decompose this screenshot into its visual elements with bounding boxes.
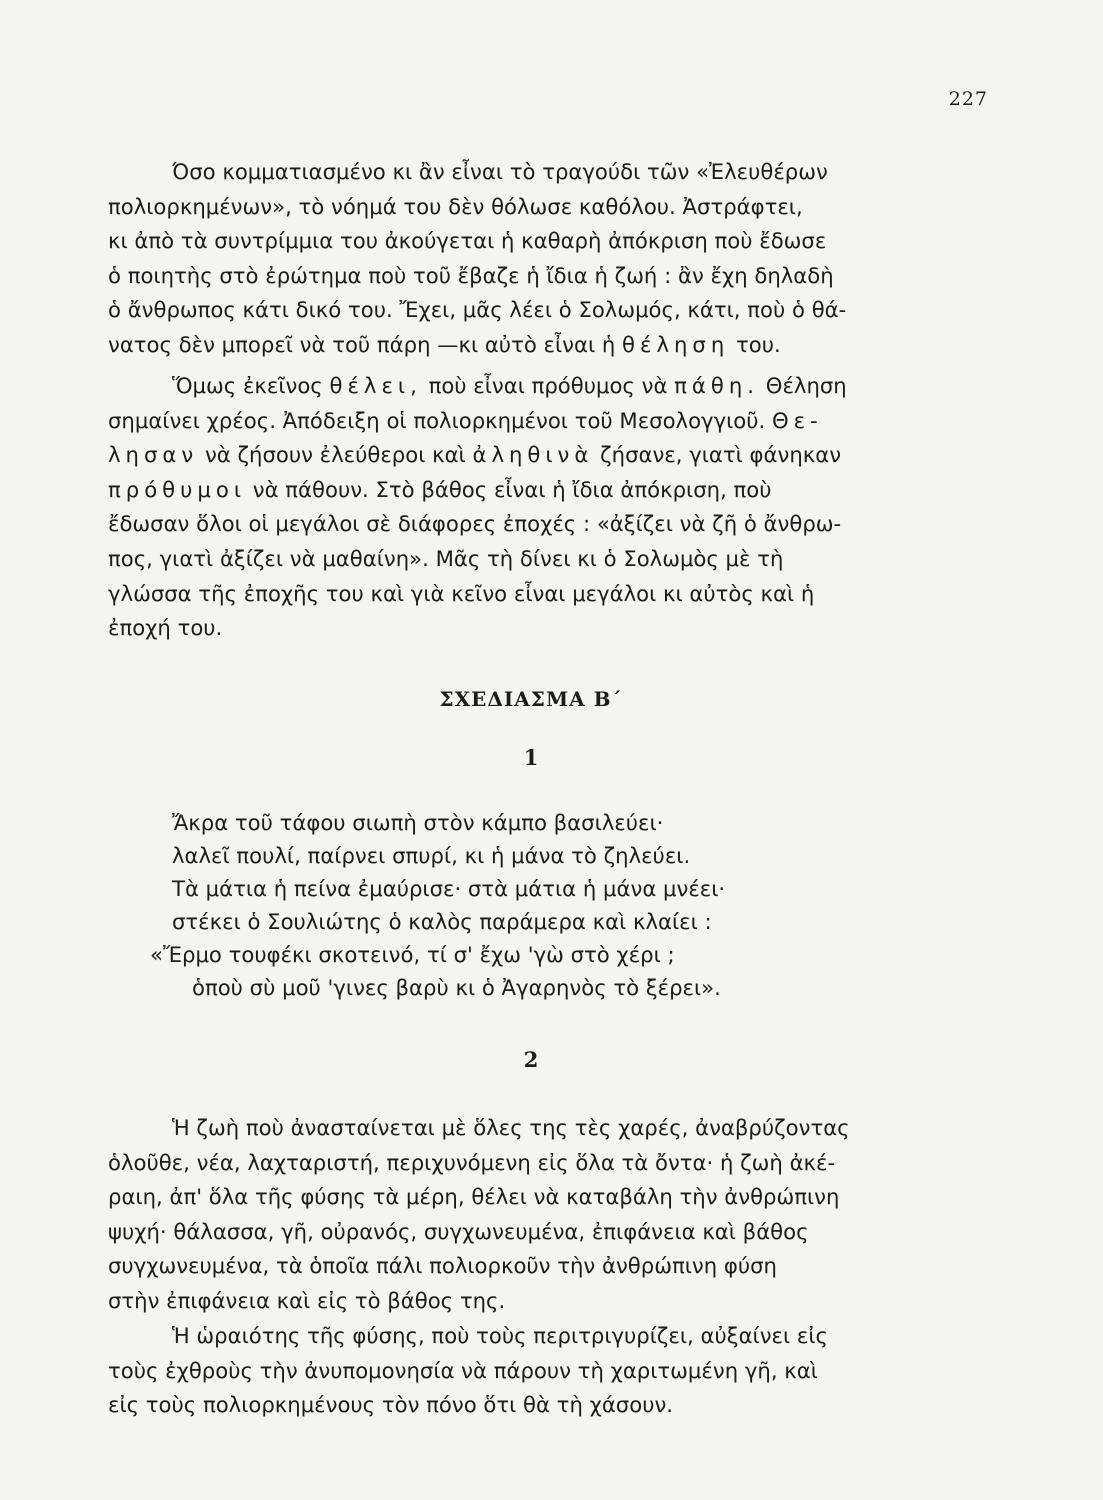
paragraph-1 xyxy=(108,155,970,363)
text-fragment: Θέληση xyxy=(765,373,847,398)
text-line: ἐποχή του. xyxy=(108,615,223,641)
emphasized-word: θέληση xyxy=(622,331,730,357)
text-line: ψυχή· θάλασσα, γῆ, οὐρανός, συγχωνευμένα, ἐπιφάνεια καὶ βάθος xyxy=(108,1218,809,1244)
text-fragment: του. xyxy=(736,331,781,357)
text-line xyxy=(108,473,970,508)
text-line: Ἡ ὡραιότης τῆς φύσης, ποὺ τοὺς περιτριγυρίζει, αὐξαίνει εἰς xyxy=(172,1323,828,1348)
text-line: ὁ ποιητὴς στὸ ἐρώτημα ποὺ τοῦ ἔβαζε ἡ ἴδια ἡ ζωή : ἂν ἔχη δηλαδὴ xyxy=(108,262,834,288)
page-number: 227 xyxy=(948,88,988,110)
emphasized-word: λησαν xyxy=(108,442,199,468)
poem-line: λαλεῖ πουλί, παίρνει σπυρί, κι ἡ μάνα τὸ ζηλεύει. xyxy=(172,843,691,868)
poem-line: «Ἔρμο τουφέκι σκοτεινό, τί σ' ἔχω 'γὼ στὸ χέρι ; xyxy=(150,942,675,967)
paragraph-3 xyxy=(108,1111,970,1319)
text-line xyxy=(108,404,970,439)
text-line: ραιη, ἀπ' ὅλα τῆς φύσης τὰ μέρη, θέλει νὰ καταβάλη τὴν ἀνθρώπινη xyxy=(108,1184,840,1210)
text-line: συγχωνευμένα, τὰ ὁποῖα πάλι πολιορκοῦν τὴν ἀνθρώπινη φύση xyxy=(108,1253,777,1279)
text-fragment: νὰ πάθουν. Στὸ βάθος εἶναι ἡ ἴδια ἀπόκριση, ποὺ xyxy=(252,476,772,502)
poem-line: Τὰ μάτια ἡ πείνα ἐμαύρισε· στὰ μάτια ἡ μάνα μνέει· xyxy=(172,876,726,901)
emphasized-word: πρόθυμοι xyxy=(108,476,247,502)
text-line: στὴν ἐπιφάνεια καὶ εἰς τὸ βάθος της. xyxy=(108,1287,506,1313)
text-line: εἰς τοὺς πολιορκημένους τὸν πόνο ὅτι θὰ τὴ χάσουν. xyxy=(108,1392,674,1418)
poem-line: ὁποὺ σὺ μοῦ 'γινες βαρὺ κι ὁ Ἀγαρηνὸς τὸ ξέρει». xyxy=(192,975,721,1000)
text-line: τοὺς ἐχθροὺς τὴν ἀνυπομονησία νὰ πάρουν τὴ χαριτωμένη γῆ, καὶ xyxy=(108,1357,818,1383)
text-line: ὁ ἄνθρωπος κάτι δικό του. Ἔχει, μᾶς λέει ὁ Σολωμός, κάτι, ποὺ ὁ θά- xyxy=(108,297,847,323)
poem xyxy=(150,806,910,1004)
poem-line: Ἄκρα τοῦ τάφου σιωπὴ στὸν κάμπο βασιλεύει· xyxy=(172,810,664,835)
text-line: Ἡ ζωὴ ποὺ ἀνασταίνεται μὲ ὅλες της τὲς χαρές, ἀναβρύζοντας xyxy=(172,1115,850,1140)
text-line: γλώσσα τῆς ἐποχῆς του καὶ γιὰ κεῖνο εἶναι μεγάλοι κι αὐτὸς καὶ ἡ xyxy=(108,580,815,606)
text-line xyxy=(108,438,970,473)
paragraph-2 xyxy=(108,369,970,646)
text-line: ἔδωσαν ὅλοι οἱ μεγάλοι σὲ διάφορες ἐποχές : «ἀξίζει νὰ ζῆ ὁ ἄνθρω- xyxy=(108,511,842,537)
text-line: πος, γιατὶ ἀξίζει νὰ μαθαίνη». Μᾶς τὴ δίνει κι ὁ Σολωμὸς μὲ τὴ xyxy=(108,545,784,571)
text-line xyxy=(108,369,970,404)
emphasized-word: Θε- xyxy=(772,407,823,433)
text-line xyxy=(108,328,970,363)
poem-line: στέκει ὁ Σουλιώτης ὁ καλὸς παράμερα καὶ κλαίει : xyxy=(172,909,712,934)
text-fragment: ζήσανε, γιατὶ φάνηκαν xyxy=(600,442,842,468)
text-line: πολιορκημένων», τὸ νόημά του δὲν θόλωσε καθόλου. Ἀστράφτει, xyxy=(108,193,803,219)
section-number-1: 1 xyxy=(523,745,539,770)
paragraph-4 xyxy=(108,1319,970,1423)
text-fragment: νὰ ζήσουν ἐλεύθεροι καὶ xyxy=(204,442,466,468)
text-fragment: σημαίνει χρέος. Ἀπόδειξη οἱ πολιορκημένοι τοῦ Μεσολογγιοῦ. xyxy=(108,407,766,433)
section-number-2: 2 xyxy=(523,1047,539,1072)
text-line: ὁλοῦθε, νέα, λαχταριστή, περιχυνόμενη εἰς ὅλα τὰ ὄντα· ἡ ζωὴ ἀκέ- xyxy=(108,1149,836,1175)
emphasized-word: ἀληθινὰ xyxy=(472,442,594,468)
emphasized-word: πάθη. xyxy=(674,373,760,398)
section-heading: ΣΧΕΔΙΑΣΜΑ Β΄ xyxy=(439,687,623,711)
text-fragment: ποὺ εἶναι πρόθυμος νὰ xyxy=(428,373,668,398)
text-fragment: νατος δὲν μπορεῖ νὰ τοῦ πάρη —κι αὐτὸ εἶναι ἡ xyxy=(108,331,616,357)
text-line: κι ἀπὸ τὰ συντρίμμια του ἀκούγεται ἡ καθαρὴ ἀπόκριση ποὺ ἔδωσε xyxy=(108,228,827,254)
text-fragment: Ὅμως ἐκεῖνος xyxy=(172,373,323,398)
emphasized-word: θέλει, xyxy=(329,373,422,398)
text-line: Όσο κομματιασμένο κι ἂν εἶναι τὸ τραγούδι τῶν «Ἐλευθέρων xyxy=(172,159,828,184)
